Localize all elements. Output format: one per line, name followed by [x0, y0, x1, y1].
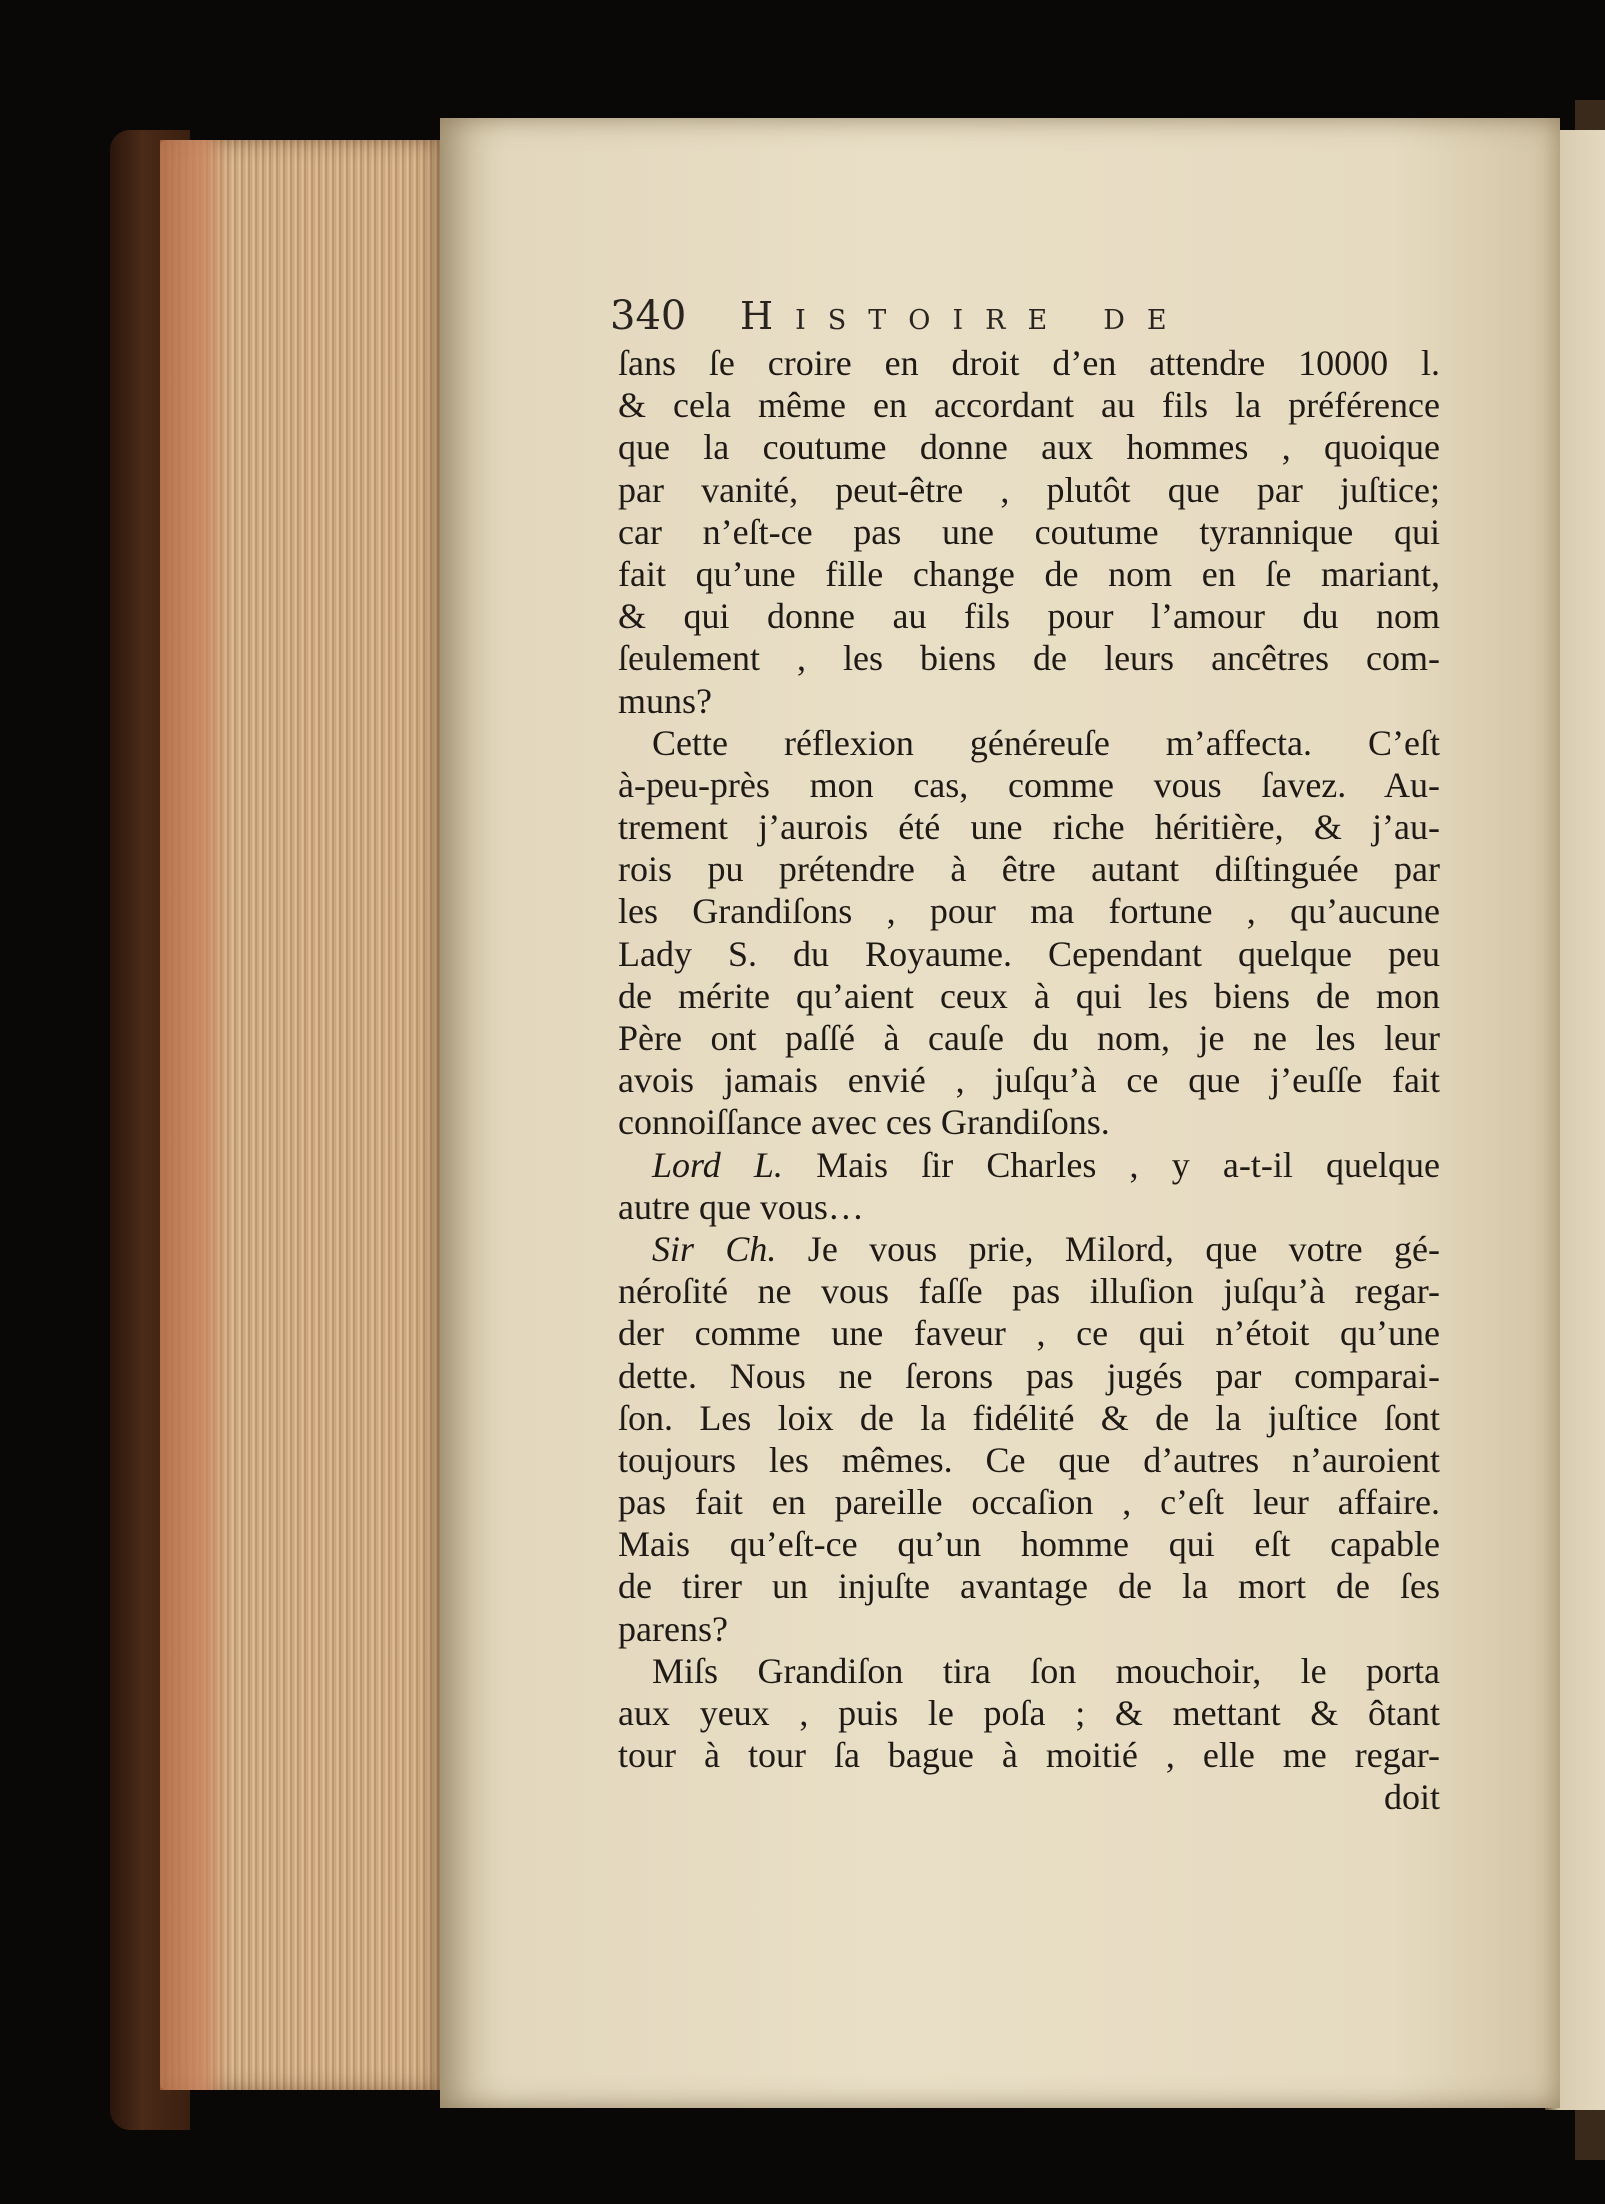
text-line	[618, 1608, 1440, 1650]
line-text: Mais qu’eſt-ce qu’un homme qui eſt capable	[618, 1524, 1440, 1565]
line-text: Miſs Grandiſon tira ſon mouchoir, le porta	[652, 1650, 1440, 1691]
text-line	[618, 722, 1440, 764]
line-text: fait qu’une fille change de nom en ſe mariant,	[618, 553, 1440, 594]
line-text: muns?	[618, 680, 712, 721]
text-line	[618, 806, 1440, 848]
text-line	[618, 1355, 1440, 1397]
text-line	[618, 1523, 1440, 1565]
text-line	[618, 595, 1440, 637]
line-text: aux yeux , puis le poſa ; & mettant & ôtant	[618, 1693, 1440, 1733]
speaker-name: Lord L.	[652, 1144, 783, 1185]
line-text: les Grandiſons , pour ma fortune , qu’aucune	[618, 891, 1440, 932]
page-header	[610, 286, 1410, 346]
text-line	[618, 1144, 1440, 1186]
line-text: autre que vous…	[618, 1186, 864, 1227]
text-line	[618, 553, 1440, 595]
line-text: & cela même en accordant au fils la préférence	[618, 385, 1440, 426]
text-line	[618, 764, 1440, 806]
line-text: dette. Nous ne ſerons pas jugés par comparai-	[618, 1355, 1440, 1396]
line-text: Père ont paſſé à cauſe du nom, je ne les leur	[618, 1018, 1440, 1058]
text-line	[618, 1270, 1440, 1312]
text-line	[618, 1776, 1440, 1818]
line-text: de mérite qu’aient ceux à qui les biens de mon	[618, 975, 1440, 1016]
text-line	[618, 680, 1440, 722]
page-edges	[160, 140, 445, 2090]
line-text: à-peu-près mon cas, comme vous ſavez. Au-	[618, 764, 1440, 805]
text-line	[618, 848, 1440, 890]
page-number: 340	[610, 293, 687, 339]
line-text: trement j’aurois été une riche héritière, & j’au-	[618, 807, 1440, 848]
book-page	[440, 118, 1560, 2108]
text-line	[618, 933, 1440, 975]
text-line	[618, 1059, 1440, 1101]
text-line	[618, 426, 1440, 468]
text-line	[618, 1650, 1440, 1692]
line-text: Je vous prie, Milord, que votre gé-	[776, 1228, 1440, 1269]
line-text: rois pu prétendre à être autant diſtinguée par	[618, 849, 1440, 890]
text-line	[618, 637, 1440, 679]
line-text: que la coutume donne aux hommes , quoique	[618, 427, 1440, 468]
text-line	[618, 469, 1440, 511]
text-line	[618, 1692, 1440, 1734]
line-text: pas fait en pareille occaſion , c’eſt leur affaire.	[618, 1482, 1440, 1523]
text-line	[618, 511, 1440, 553]
line-text: par vanité, peut-être , plutôt que par juſtice;	[618, 469, 1440, 510]
line-text: & qui donne au fils pour l’amour du nom	[618, 596, 1440, 637]
line-text: Cette réflexion généreuſe m’affecta. C’eſt	[652, 722, 1440, 763]
text-line	[618, 1439, 1440, 1481]
text-line	[618, 1228, 1440, 1270]
text-line	[618, 1312, 1440, 1354]
text-line	[618, 1481, 1440, 1523]
line-text: der comme une faveur , ce qui n’étoit qu’une	[618, 1313, 1440, 1354]
running-title: Histoire de	[740, 294, 1189, 338]
line-text: ſans ſe croire en droit d’en attendre 10000 l.	[618, 343, 1440, 383]
text-line	[618, 890, 1440, 932]
line-text: car n’eſt-ce pas une coutume tyrannique qui	[618, 511, 1440, 552]
line-text: parens?	[618, 1608, 728, 1649]
line-text: avois jamais envié , juſqu’à ce que j’euſſe fait	[618, 1060, 1440, 1101]
text-line	[618, 1734, 1440, 1776]
text-line	[618, 1101, 1440, 1143]
line-text: connoiſſance avec ces Grandiſons.	[618, 1102, 1110, 1143]
body-text	[618, 342, 1440, 1819]
line-text: de tirer un injuſte avantage de la mort de ſes	[618, 1566, 1440, 1607]
line-text: néroſité ne vous faſſe pas illuſion juſqu’à regar-	[618, 1271, 1440, 1312]
text-line	[618, 1397, 1440, 1439]
text-line	[618, 1186, 1440, 1228]
text-line	[618, 1565, 1440, 1607]
line-text: ſeulement , les biens de leurs ancêtres com-	[618, 638, 1440, 679]
line-text: doit	[1383, 1777, 1440, 1818]
line-text: toujours les mêmes. Ce que d’autres n’auroient	[618, 1439, 1440, 1480]
text-line	[618, 342, 1440, 384]
line-text: ſon. Les loix de la fidélité & de la juſtice ſont	[618, 1397, 1440, 1438]
text-line	[618, 384, 1440, 426]
text-line	[618, 1017, 1440, 1059]
line-text: tour à tour ſa bague à moitié , elle me regar-	[618, 1735, 1440, 1776]
text-line	[618, 975, 1440, 1017]
speaker-name: Sir Ch.	[652, 1228, 777, 1269]
line-text: Lady S. du Royaume. Cependant quelque peu	[618, 933, 1440, 974]
line-text: Mais ſir Charles , y a-t-il quelque	[782, 1144, 1440, 1185]
